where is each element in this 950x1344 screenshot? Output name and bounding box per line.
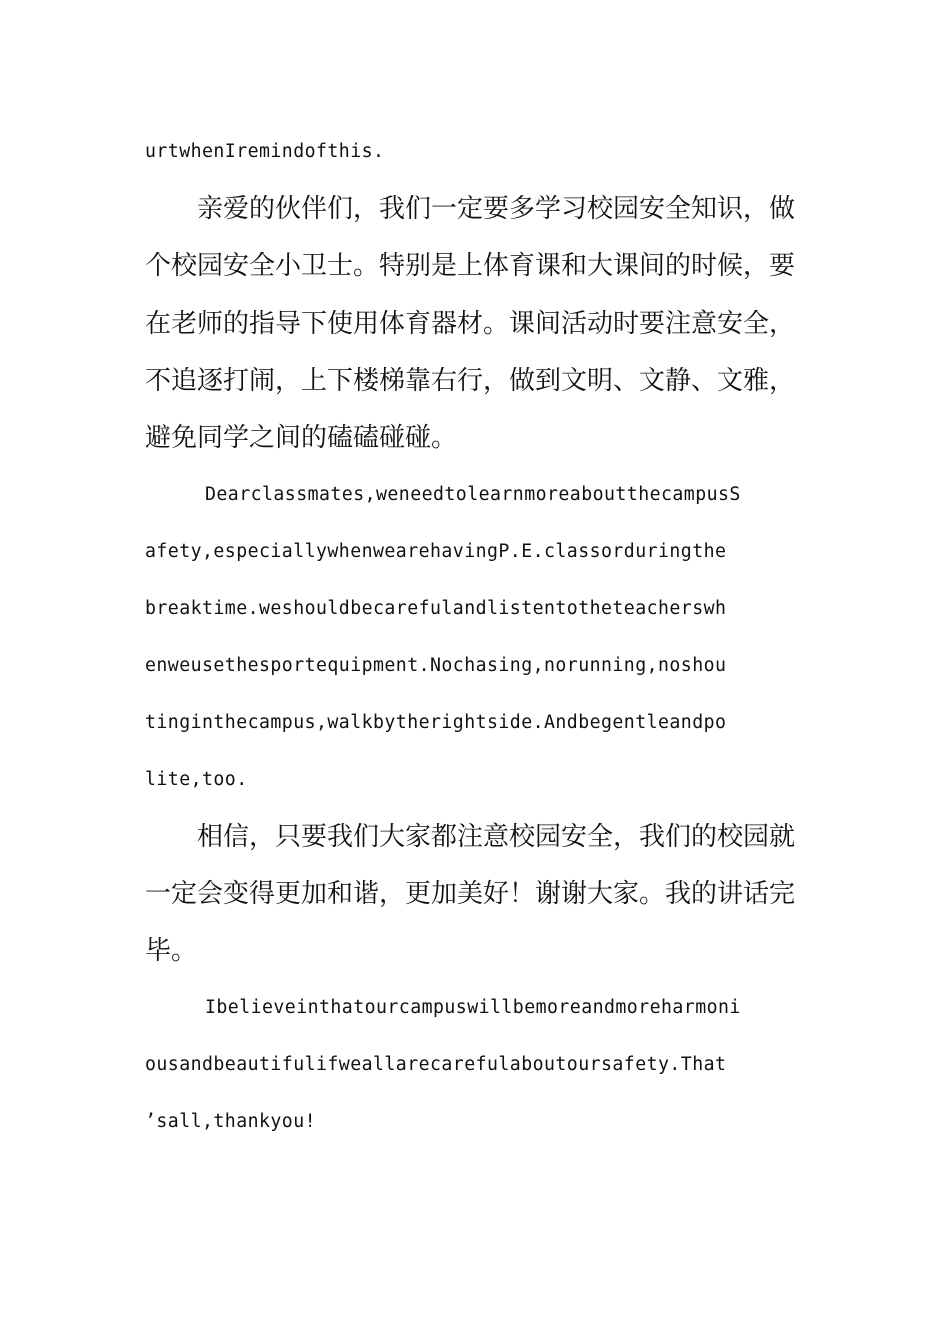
paragraph-line: Ibelieveinthatourcampuswillbemoreandmoreharmoni xyxy=(205,997,741,1018)
paragraph-line: urtwhenIremindofthis. xyxy=(145,141,385,162)
paragraph-line: 相信，只要我们大家都注意校园安全，我们的校园就 xyxy=(197,822,796,852)
paragraph-line: 避免同学之间的磕磕碰碰。 xyxy=(145,423,458,453)
paragraph-line: ’sall,thankyou! xyxy=(145,1111,316,1132)
paragraph-line: 在老师的指导下使用体育器材。课间活动时要注意安全， xyxy=(145,309,796,339)
paragraph-line: ousandbeautifulifweallarecarefulaboutoursafety.That xyxy=(145,1054,727,1075)
paragraph-line: 毕。 xyxy=(145,936,198,966)
paragraph-line: lite,too. xyxy=(145,769,248,790)
paragraph-line: 亲爱的伙伴们，我们一定要多学习校园安全知识，做 xyxy=(197,194,796,224)
paragraph-line: tinginthecampus,walkbytherightside.Andbegentleandpo xyxy=(145,712,727,733)
paragraph-line: afety,especiallywhenwearehavingP.E.classorduringthe xyxy=(145,541,727,562)
paragraph-line: 一定会变得更加和谐，更加美好！谢谢大家。我的讲话完 xyxy=(145,879,796,909)
paragraph-line: enweusethesportequipment.Nochasing,norunning,noshou xyxy=(145,655,727,676)
paragraph-line: 个校园安全小卫士。特别是上体育课和大课间的时候，要 xyxy=(145,251,796,281)
paragraph-line: breaktime.weshouldbecarefulandlistentotheteacherswh xyxy=(145,598,727,619)
paragraph-line: 不追逐打闹，上下楼梯靠右行，做到文明、文静、文雅， xyxy=(145,366,796,396)
paragraph-line: Dearclassmates,weneedtolearnmoreaboutthecampusS xyxy=(205,484,741,505)
